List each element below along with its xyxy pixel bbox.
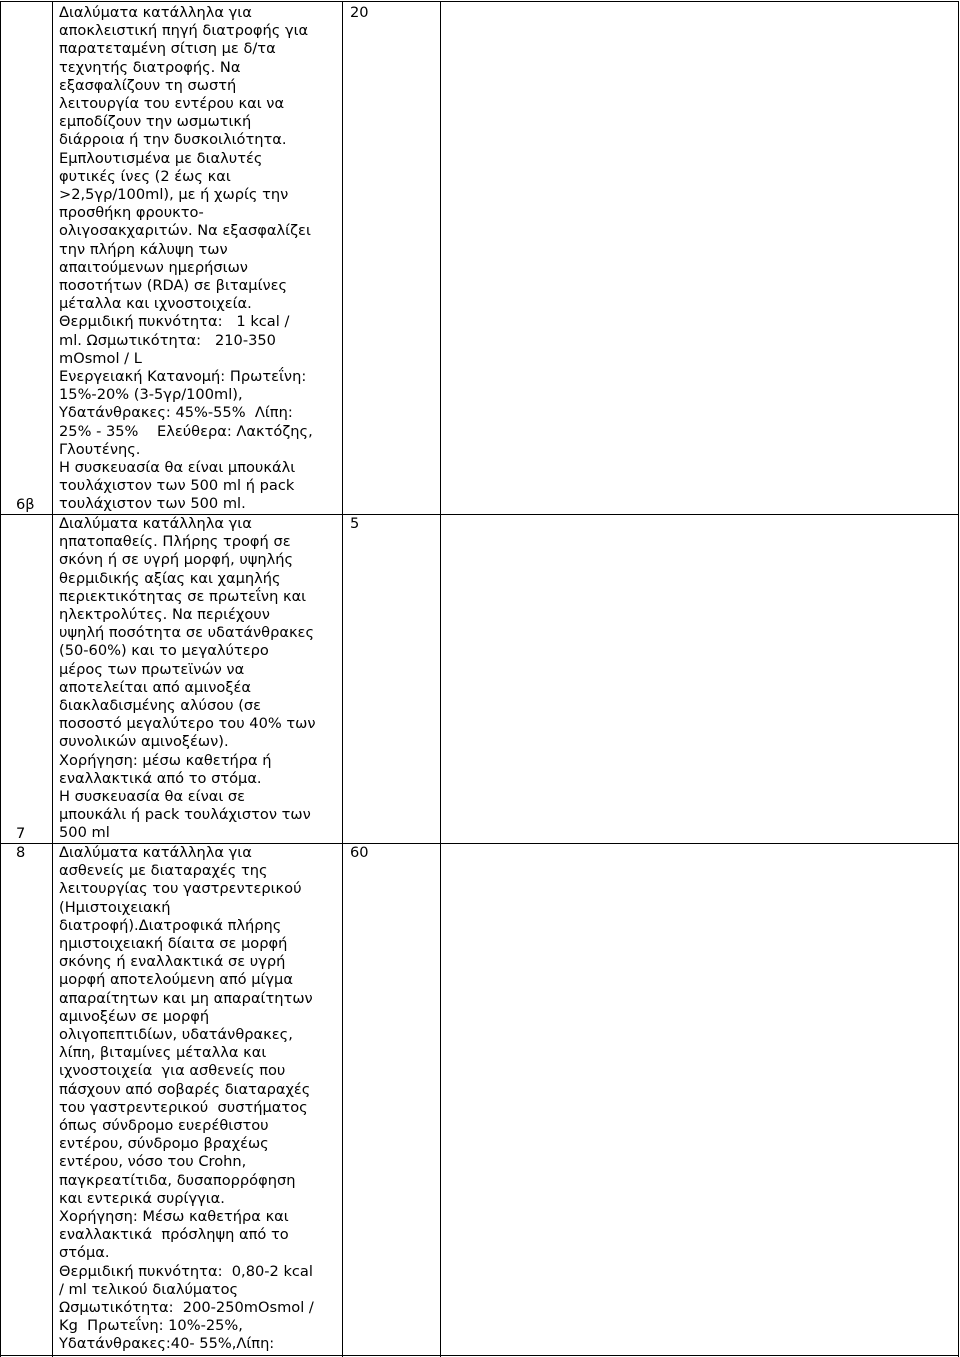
table-divider-desc <box>342 1 343 1357</box>
row-quantity-8: 60 <box>350 844 369 861</box>
description-line: / ml τελικού διαλύματος <box>59 1280 239 1298</box>
description-line: λειτουργίας του γαστρεντερικού <box>59 880 302 898</box>
description-line: απαραίτητων και μη απαραίτητων <box>59 989 313 1007</box>
description-line: Η συσκευασία θα είναι μπουκάλι <box>59 459 296 477</box>
description-line: σκόνη ή σε υγρή μορφή, υψηλής <box>59 551 294 569</box>
description-line: ιχνοστοιχεία για ασθενείς που <box>59 1062 286 1080</box>
description-line: 500 ml <box>59 824 110 842</box>
description-line: διάρροια ή την δυσκοιλιότητα. <box>59 131 287 149</box>
description-line: υψηλή ποσότητα σε υδατάνθρακες <box>59 624 315 642</box>
description-line: Ωσμωτικότητα: 200-250mOsmol / <box>59 1299 314 1317</box>
description-line: Θερμιδική πυκνότητα: 0,80-2 kcal <box>59 1262 313 1280</box>
description-line: όπως σύνδρομο ευερέθιστου <box>59 1117 269 1135</box>
row-description-7 <box>59 515 316 843</box>
description-line: τουλάχιστον των 500 ml ή pack <box>59 477 295 495</box>
table-border-bottom <box>1 1355 959 1356</box>
description-line: (50-60%) και το μεγαλύτερο <box>59 642 269 660</box>
description-line: Υδατάνθρακες:40- 55%,Λίπη: <box>59 1335 275 1353</box>
description-line: ολιγοσακχαριτών. Να εξασφαλίζει <box>59 222 311 240</box>
description-line: θερμιδικής αξίας και χαμηλής <box>59 569 281 587</box>
description-line: αμινοξέων σε μορφή <box>59 1007 210 1025</box>
row-id-6b: 6β <box>16 496 35 513</box>
description-line: τουλάχιστον των 500 ml. <box>59 495 246 513</box>
description-line: μπουκάλι ή pack τουλάχιστον των <box>59 806 311 824</box>
description-line: Υδατάνθρακες: 45%-55% Λίπη: <box>59 404 293 422</box>
description-line: περιεκτικότητας σε πρωτεΐνη και <box>59 587 307 605</box>
description-line: διατροφή).Διατροφικά πλήρης <box>59 916 282 934</box>
description-line: Η συσκευασία θα είναι σε <box>59 788 246 806</box>
description-line: εξασφαλίζουν τη σωστή <box>59 76 237 94</box>
description-line: Γλουτένης. <box>59 440 141 458</box>
table-divider-qty <box>440 1 441 1357</box>
description-line: ποσοστό μεγαλύτερο του 40% των <box>59 715 316 733</box>
description-line: εναλλακτικά πρόσληψη από το <box>59 1226 289 1244</box>
description-line: τεχνητής διατροφής. Να <box>59 58 241 76</box>
description-line: ολιγοπεπτιδίων, υδατάνθρακες, <box>59 1026 293 1044</box>
description-line: 15%-20% (3-5γρ/100ml), <box>59 386 243 404</box>
description-line: προσθήκη φρουκτο- <box>59 204 204 222</box>
description-line: αποτελείται από αμινοξέα <box>59 678 251 696</box>
description-line: >2,5γρ/100ml), με ή χωρίς την <box>59 186 289 204</box>
description-line: λίπη, βιταμίνες μέταλλα και <box>59 1044 267 1062</box>
description-line: μέταλλα και ιχνοστοιχεία. <box>59 295 252 313</box>
description-line: Διαλύματα κατάλληλα για <box>59 4 252 21</box>
description-line: Διαλύματα κατάλληλα για <box>59 515 252 532</box>
description-line: μέρος των πρωτεϊνών να <box>59 660 245 678</box>
description-line: απαιτούμενων ημερήσιων <box>59 258 248 276</box>
description-line: παρατεταμένη σίτιση με δ/τα <box>59 40 276 58</box>
description-line: Kg Πρωτεΐνη: 10%-25%, <box>59 1317 243 1335</box>
row-id-8: 8 <box>16 844 26 861</box>
description-line: σκόνης ή εναλλακτικά σε υγρή <box>59 953 286 971</box>
description-line: Χορήγηση: μέσω καθετήρα ή <box>59 751 272 769</box>
row-id-7: 7 <box>16 825 26 842</box>
table-border-top <box>1 1 959 2</box>
description-line: και εντερικά συρίγγια. <box>59 1189 225 1207</box>
description-line: εντέρου, νόσο του Crohn, <box>59 1153 247 1171</box>
description-line: (Ημιστοιχειακή <box>59 898 171 916</box>
description-line: στόμα. <box>59 1244 110 1262</box>
row-quantity-7: 5 <box>350 515 360 532</box>
description-line: ποσοτήτων (RDA) σε βιταμίνες <box>59 277 288 295</box>
description-line: μορφή αποτελούμενη από μίγμα <box>59 971 293 989</box>
table-border-left <box>0 1 1 1357</box>
description-line: ημιστοιχειακή δίαιτα σε μορφή <box>59 935 288 953</box>
description-line: του γαστρεντερικού συστήματος <box>59 1098 308 1116</box>
description-line: εμποδίζουν την ωσμωτική <box>59 113 252 131</box>
description-line: συνολικών αμινοξέων). <box>59 733 229 751</box>
description-line: εντέρου, σύνδρομο βραχέως <box>59 1135 269 1153</box>
description-line: ηλεκτρολύτες. Να περιέχουν <box>59 606 270 624</box>
description-line: αποκλειστική πηγή διατροφής για <box>59 22 309 40</box>
description-line: Διαλύματα κατάλληλα για <box>59 844 252 861</box>
row-description-8 <box>59 844 314 1354</box>
description-line: παγκρεατίτιδα, δυσαπορρόφηση <box>59 1171 296 1189</box>
table-border-right <box>958 1 959 1357</box>
description-line: πάσχουν από σοβαρές διαταραχές <box>59 1080 311 1098</box>
description-line: διακλαδισμένης αλύσου (σε <box>59 697 262 715</box>
description-line: Θερμιδική πυκνότητα: 1 kcal / <box>59 313 290 331</box>
description-line: Χορήγηση: Μέσω καθετήρα και <box>59 1208 289 1226</box>
table-divider-id <box>52 1 53 1357</box>
description-line: Ενεργειακή Κατανομή: Πρωτεΐνη: <box>59 368 307 386</box>
description-line: ασθενείς με διαταραχές της <box>59 862 268 880</box>
description-line: την πλήρη κάλυψη των <box>59 240 228 258</box>
row-description-6b <box>59 4 313 514</box>
row-quantity-6b: 20 <box>350 4 369 21</box>
description-line: mOsmol / L <box>59 349 142 367</box>
description-line: Εμπλουτισμένα με διαλυτές <box>59 149 263 167</box>
description-line: φυτικές ίνες (2 έως και <box>59 167 231 185</box>
description-line: 25% - 35% Ελεύθερα: Λακτόζης, <box>59 422 313 440</box>
description-line: εναλλακτικά από το στόμα. <box>59 769 262 787</box>
description-line: ηπατοπαθείς. Πλήρης τροφή σε <box>59 533 291 551</box>
description-line: ml. Ωσμωτικότητα: 210-350 <box>59 331 276 349</box>
description-line: λειτουργία του εντέρου και να <box>59 95 285 113</box>
